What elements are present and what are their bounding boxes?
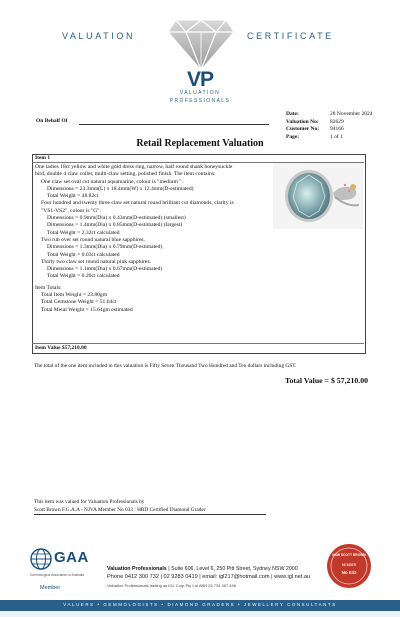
gaa-globe-icon — [30, 548, 52, 570]
description-line: Dimensions = 1.1mm(Dia) x 0.67mm(D-estimated) — [47, 266, 163, 273]
description-line: Total Weight = 48.82ct — [47, 193, 99, 200]
brand-subtitle-1: VALUATION — [179, 90, 221, 96]
meta-key: Page: — [286, 133, 300, 140]
diamond-logo-icon — [166, 10, 236, 75]
description-line: One ladies 18ct yellow and white gold dress ring, narrow, half round shank honeysuckle — [35, 164, 233, 170]
meta-value: 82629 — [330, 118, 344, 125]
certificate-header — [0, 0, 400, 108]
description-line: Dimensions = 23.3mm(L) x 18.4mm(W) x 12.4mm(D-estimated) — [47, 185, 194, 192]
total-summary-text: The total of the one item included in this valuation is Fifty Seven Thousand Two Hundred and Ten dollars including GST. — [34, 363, 297, 369]
description-line: Total Weight = 2.32ct calculated — [47, 229, 120, 236]
description-line: Four hundred and twenty three claw set natural round brilliant cut diamonds, clarity is — [41, 200, 234, 207]
document-meta — [286, 111, 372, 141]
seal-number: No 033 — [341, 570, 357, 575]
meta-key: Customer No: — [286, 126, 320, 132]
meta-key: Date: — [286, 111, 299, 117]
description-line: Two rub over set round natural blue sapphires. — [41, 236, 145, 243]
seal-mid-text: MEMBER — [341, 563, 357, 567]
item-total-line: Total Metal Weight = 15.64gm estimated — [41, 306, 133, 313]
company-trading: Valuation Professionals trading as IGL Corp Pty Ltd ABN 25 734 397 496 — [107, 583, 236, 588]
ring-photo-icon — [273, 163, 363, 229]
meta-row — [286, 119, 372, 127]
brand-logo-text: VP — [186, 68, 213, 91]
description-line: Dimensions = 1.4mm(Dia) x 0.85mm(D-estimated) (largest) — [47, 222, 183, 229]
total-value: Total Value = $ 57,210.00 — [284, 376, 368, 385]
item-total-line: Total Gemstone Weight = 51.64ct — [41, 299, 117, 306]
gaa-logo-text: GAA — [54, 549, 89, 566]
description-line: Total Weight = 0.20ct calculated — [47, 273, 120, 280]
address-text: | Suite 606, Level 6, 250 Pitt Street, Sydney NSW 2000 — [166, 566, 298, 572]
on-behalf-label: On Behalf Of — [36, 118, 68, 124]
meta-value: 28 November 2024 — [330, 111, 373, 117]
footer-band-text: VALUERS • GEMMOLOGISTS • DIAMOND GRADERS • JEWELLERY CONSULTANTS — [63, 602, 337, 607]
signature-line — [34, 514, 266, 515]
seal-top-text: NSW SCOTT BROWN — [332, 553, 366, 557]
description-line: bird, double 4 claw collet, multi-claw setting, polished finish. The item contains: — [35, 171, 216, 178]
item-label: Item 1 — [35, 155, 51, 161]
item-totals-label: Item Totals: — [35, 284, 62, 291]
valued-by-line: This item was valued for Valuation Professionals by — [34, 499, 145, 505]
description-line: Total Weight = 0.03ct calculated — [47, 251, 120, 258]
description-line: Dimensions = 1.3mm(Dia) x 0.79mm(D-estimated) — [47, 244, 163, 251]
bottom-strip — [0, 611, 400, 617]
description-line: One claw set oval cut natural aquamarine, colour is "medium ". — [41, 178, 183, 185]
item-value-divider — [32, 343, 364, 344]
company-address — [107, 566, 298, 572]
header-left-text: VALUATION — [62, 31, 136, 41]
meta-key: Valuation No: — [286, 118, 319, 125]
company-contact: Phone 0412 300 732 | 02 9283 0419 | email: igl217@hotmail.com | www.igl.net.au — [107, 574, 311, 580]
item-description — [35, 164, 273, 314]
member-label: Member — [40, 585, 61, 591]
item-value: Item Value $57,210.00 — [35, 345, 87, 351]
on-behalf-line — [79, 124, 269, 125]
description-line: "VS1-VS2", colour is "G". — [41, 207, 101, 214]
description-line: Thirty two claw set round natural pink sapphires. — [41, 258, 151, 265]
description-line: Dimensions = 0.9mm(Dia) x 0.43mm(D-estimated) (smallest) — [47, 215, 186, 222]
meta-row — [286, 111, 372, 119]
valuer-details: Scott Brown F.G.A.A - NJVA Member No 033 : HRD Certified Diamond Grader — [34, 507, 206, 513]
meta-value: 1 of 1 — [330, 133, 343, 140]
company-name: Valuation Professionals — [107, 566, 167, 572]
header-right-text: CERTIFICATE — [247, 31, 334, 41]
page-title: Retail Replacement Valuation — [136, 138, 264, 149]
item-total-line: Total Item Weight = 23.80gm — [41, 292, 108, 299]
meta-row — [286, 126, 372, 134]
brand-subtitle-2: PROFESSIONALS — [169, 98, 231, 104]
meta-value: 94166 — [330, 126, 344, 132]
gaa-subtitle: Gemmological Association of Australia — [30, 573, 85, 577]
